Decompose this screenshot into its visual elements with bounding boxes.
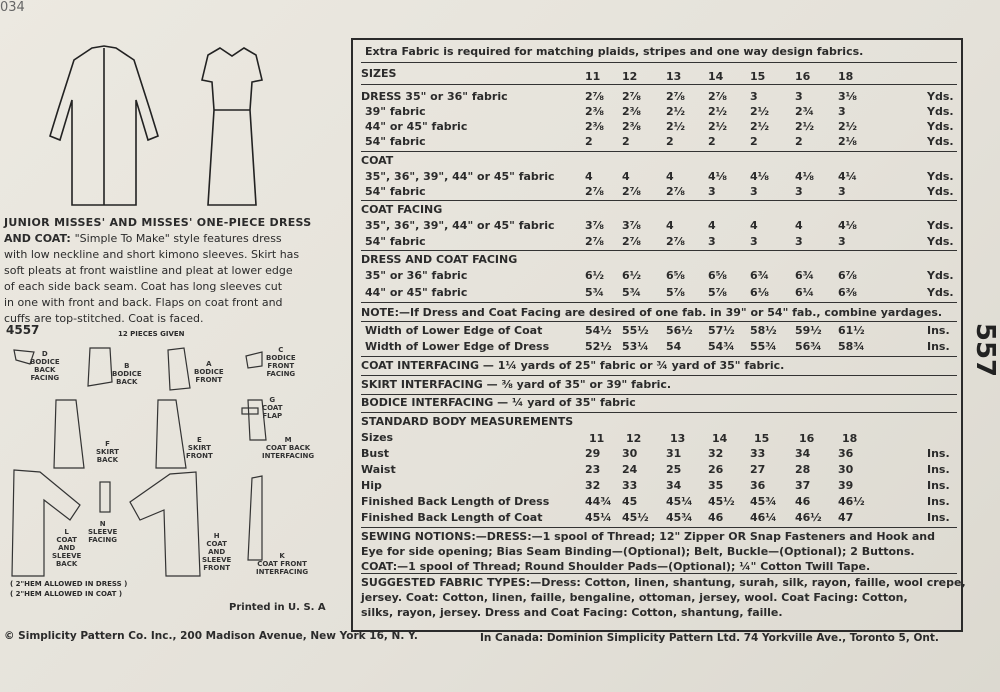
- section-rule: [361, 527, 957, 528]
- dress-yardage-row-value: 2½: [708, 105, 728, 118]
- section-rule: [361, 394, 957, 395]
- skirt-interfacing: SKIRT INTERFACING — ⅜ yard of 35" or 39" fabric.: [361, 378, 672, 391]
- body-measurement-row-value: 45½: [708, 495, 735, 508]
- width-lower-edge-coat-value: 56½: [666, 324, 693, 337]
- body-size-header: 11: [589, 432, 605, 445]
- size-column-header: 12: [622, 70, 638, 83]
- size-column-header: 16: [795, 70, 811, 83]
- coat-facing-row-value: 4: [708, 219, 716, 232]
- description-line: in one with front and back. Flaps on coat front and: [4, 296, 283, 309]
- body-measurements-title: STANDARD BODY MEASUREMENTS: [361, 415, 574, 428]
- width-lower-edge-dress-value: 53¼: [622, 340, 649, 353]
- sizes-header: SIZES: [361, 67, 397, 80]
- body-measurement-row-label: Bust: [361, 447, 390, 460]
- coat-facing-row-label: 35", 36", 39", 44" or 45" fabric: [365, 219, 555, 232]
- piece-label-d: D BODICE BACK FACING: [30, 350, 60, 382]
- body-measurement-row-unit: Ins.: [927, 479, 950, 492]
- body-measurement-row-label: Finished Back Length of Coat: [361, 511, 543, 524]
- coat-yardage-row-value: 4⅛: [750, 170, 770, 183]
- section-rule: [361, 62, 957, 63]
- body-measurement-row-value: 36: [750, 479, 766, 492]
- coat-facing-row-label: 54" fabric: [365, 235, 426, 248]
- piece-label-h: H COAT AND SLEEVE FRONT: [202, 532, 232, 572]
- piece-label-f: F SKIRT BACK: [96, 440, 119, 464]
- coat-facing-row-unit: Yds.: [927, 235, 954, 248]
- body-measurement-row-unit: Ins.: [927, 511, 950, 524]
- section-rule: [361, 84, 957, 85]
- coat-yardage-row-value: 4: [666, 170, 674, 183]
- coat-facing-row-value: 3: [838, 235, 846, 248]
- body-measurement-row-value: 27: [750, 463, 766, 476]
- description-line: soft pleats at front waistline and pleat at lower edge: [4, 264, 293, 277]
- coat-facing-row-value: 3⅞: [585, 219, 605, 232]
- piece-label-l: L COAT AND SLEEVE BACK: [52, 528, 82, 568]
- coat-yardage-row-value: 2⅞: [622, 185, 642, 198]
- dress-yardage-row-unit: Yds.: [927, 105, 954, 118]
- body-measurement-row-value: 45: [622, 495, 638, 508]
- section-rule: [361, 200, 957, 201]
- dress-yardage-row-value: 3⅛: [838, 90, 858, 103]
- dress-yardage-row-value: 2⅞: [622, 90, 642, 103]
- body-measurement-row-value: 47: [838, 511, 854, 524]
- footer-canada: In Canada: Dominion Simplicity Pattern Ltd. 74 Yorkville Ave., Toronto 5, Ont.: [480, 632, 939, 644]
- dress-yardage-row-value: 2: [750, 135, 758, 148]
- dress-coat-facing-row-value: 6¾: [795, 269, 815, 282]
- coat-facing-row-value: 3: [795, 235, 803, 248]
- width-lower-edge-coat-value: 59½: [795, 324, 822, 337]
- description-line: with low neckline and short kimono sleeves. Skirt has: [4, 248, 300, 261]
- sewing-notions-line: SEWING NOTIONS:—DRESS:—1 spool of Thread; 12" Zipper OR Snap Fasteners and Hook and: [361, 530, 935, 543]
- footer-publisher: © Simplicity Pattern Co. Inc., 200 Madison Avenue, New York 16, N. Y.: [4, 630, 418, 642]
- body-measurement-row-unit: Ins.: [927, 447, 950, 460]
- dress-yardage-row-label: 44" or 45" fabric: [365, 120, 468, 133]
- description-heading: [4, 216, 330, 230]
- dress-yardage-row-value: 2: [795, 135, 803, 148]
- coat-facing-row-unit: Yds.: [927, 219, 954, 232]
- sewing-notions-line: Eye for side opening; Bias Seam Binding—(Optional); Belt, Buckle—(Optional); 2 Buttons.: [361, 545, 915, 558]
- body-size-header: 13: [670, 432, 686, 445]
- description-line: "Simple To Make" style features dress: [74, 232, 282, 245]
- section-rule: [361, 375, 957, 376]
- dress-coat-facing-row-value: 5⅞: [708, 286, 728, 299]
- coat-yardage-row-value: 3: [795, 185, 803, 198]
- piece-label-b: B BODICE BACK: [112, 362, 142, 386]
- body-measurement-row-value: 45¾: [750, 495, 777, 508]
- width-lower-edge-dress-unit: Ins.: [927, 340, 950, 353]
- section-rule: [361, 356, 957, 357]
- coat-facing-row-value: 4: [750, 219, 758, 232]
- dress-yardage-row-value: 3: [750, 90, 758, 103]
- dress-coat-facing-row-value: 6⅝: [666, 269, 686, 282]
- coat-facing-row-value: 3: [750, 235, 758, 248]
- body-measurement-row-value: 46½: [795, 511, 822, 524]
- heading-line-2: AND COAT:: [4, 232, 71, 245]
- body-measurement-row-value: 46¼: [750, 511, 777, 524]
- suggested-fabrics-line: SUGGESTED FABRIC TYPES:—Dress: Cotton, linen, shantung, surah, silk, rayon, faille, wool crepe,: [361, 576, 966, 589]
- dress-coat-facing-row-value: 5¾: [585, 286, 605, 299]
- body-measurement-row-value: 30: [622, 447, 638, 460]
- body-measurement-row-value: 44¾: [585, 495, 612, 508]
- body-measurement-row-value: 26: [708, 463, 724, 476]
- dress-coat-facing-row-value: 5¾: [622, 286, 642, 299]
- dress-yardage-row-label: 54" fabric: [365, 135, 426, 148]
- coat-yardage-row-value: 4⅛: [795, 170, 815, 183]
- body-measurement-row-value: 28: [795, 463, 811, 476]
- body-measurement-row-value: 46: [708, 511, 724, 524]
- description-line: of each side back seam. Coat has long sleeves cut: [4, 280, 283, 293]
- body-size-header: 16: [799, 432, 815, 445]
- dress-yardage-row-unit: Yds.: [927, 90, 954, 103]
- dress-coat-facing-row-value: 6½: [622, 269, 642, 282]
- width-lower-edge-coat-value: 58½: [750, 324, 777, 337]
- body-measurement-row-value: 45¼: [585, 511, 612, 524]
- section-rule: [361, 302, 957, 303]
- body-measurement-row-unit: Ins.: [927, 463, 950, 476]
- side-number: 557: [970, 322, 1000, 378]
- coat-yardage-row-label: 35", 36", 39", 44" or 45" fabric: [365, 170, 555, 183]
- dress-coat-facing-row-value: 5⅞: [666, 286, 686, 299]
- corner-mark: 034: [0, 0, 25, 15]
- piece-label-m: M COAT BACK INTERFACING: [262, 436, 315, 460]
- sewing-notions-line: COAT:—1 spool of Thread; Round Shoulder Pads—(Optional); ¼" Cotton Twill Tape.: [361, 560, 871, 573]
- dress-yardage-row-value: 2: [585, 135, 593, 148]
- body-measurement-row-value: 29: [585, 447, 601, 460]
- width-lower-edge-dress-value: 52½: [585, 340, 612, 353]
- dress-yardage-row-value: 2: [708, 135, 716, 148]
- dress-yardage-row-unit: Yds.: [927, 120, 954, 133]
- coat-yardage-row-value: 4⅛: [708, 170, 728, 183]
- coat-yardage-row-value: 4: [585, 170, 593, 183]
- body-measurement-row-value: 34: [666, 479, 682, 492]
- body-measurement-row-value: 39: [838, 479, 854, 492]
- section-rule: [361, 412, 957, 413]
- dress-yardage-row-value: 2½: [666, 105, 686, 118]
- coat-title: COAT: [361, 154, 394, 167]
- width-lower-edge-dress-value: 54¾: [708, 340, 735, 353]
- bodice-interfacing: BODICE INTERFACING — ¼ yard of 35" fabric: [361, 396, 636, 409]
- body-measurement-row-value: 35: [708, 479, 724, 492]
- dress-yardage-row-value: 2⅜: [622, 105, 642, 118]
- coat-facing-row-value: 3⅞: [622, 219, 642, 232]
- section-rule: [361, 250, 957, 251]
- dress-yardage-row-value: 2½: [838, 120, 858, 133]
- size-column-header: 18: [838, 70, 854, 83]
- width-lower-edge-coat-value: 55½: [622, 324, 649, 337]
- dress-yardage-row-value: 2⅜: [585, 120, 605, 133]
- piece-label-c: C BODICE FRONT FACING: [266, 346, 296, 378]
- coat-yardage-row-value: 4: [622, 170, 630, 183]
- body-size-header: 15: [754, 432, 770, 445]
- width-lower-edge-coat-unit: Ins.: [927, 324, 950, 337]
- dress-coat-facing-title: DRESS AND COAT FACING: [361, 253, 518, 266]
- dress-yardage-row-label: 39" fabric: [365, 105, 426, 118]
- coat-yardage-row-unit: Yds.: [927, 170, 954, 183]
- dress-yardage-row-value: 2½: [750, 120, 770, 133]
- coat-yardage-row-value: 4¼: [838, 170, 858, 183]
- body-measurement-row-value: 33: [750, 447, 766, 460]
- coat-facing-row-value: 3: [708, 235, 716, 248]
- width-lower-edge-dress-value: 56¾: [795, 340, 822, 353]
- hem-note-dress: ( 2"HEM ALLOWED IN DRESS ): [10, 580, 128, 588]
- description-body: [4, 232, 330, 246]
- body-measurement-row-value: 45½: [622, 511, 649, 524]
- suggested-fabrics-line: jersey. Coat: Cotton, linen, faille, bengaline, ottoman, jersey, wool. Coat Facing: Cotton,: [361, 591, 908, 604]
- body-measurement-row-value: 23: [585, 463, 601, 476]
- dress-sketch: [202, 48, 262, 205]
- coat-yardage-row-unit: Yds.: [927, 185, 954, 198]
- section-rule: [361, 573, 957, 574]
- suggested-fabrics-line: silks, rayon, jersey. Dress and Coat Facing: Cotton, shantung, faille.: [361, 606, 783, 619]
- dress-yardage-row-value: 2½: [750, 105, 770, 118]
- dress-coat-facing-row-value: 6⅛: [750, 286, 770, 299]
- piece-label-e: E SKIRT FRONT: [186, 436, 213, 460]
- dress-coat-facing-row-value: 6¼: [795, 286, 815, 299]
- dress-yardage-row-value: 2½: [666, 120, 686, 133]
- piece-label-a: A BODICE FRONT: [194, 360, 224, 384]
- dress-yardage-row-value: 2⅞: [666, 90, 686, 103]
- dress-yardage-row-value: 2⅞: [708, 90, 728, 103]
- dress-yardage-row-value: 2½: [795, 120, 815, 133]
- body-measurement-row-value: 34: [795, 447, 811, 460]
- body-sizes-label: Sizes: [361, 431, 394, 444]
- coat-facing-title: COAT FACING: [361, 203, 443, 216]
- dress-yardage-row-value: 2⅜: [585, 105, 605, 118]
- dress-coat-facing-row-value: 6¾: [750, 269, 770, 282]
- piece-label-n: N SLEEVE FACING: [88, 520, 118, 544]
- combine-yardage-note: NOTE:—If Dress and Coat Facing are desired of one fab. in 39" or 54" fab., combine yardages.: [361, 306, 943, 319]
- coat-facing-row-value: 4: [795, 219, 803, 232]
- body-measurement-row-value: 31: [666, 447, 682, 460]
- description-line: cuffs are top-stitched. Coat is faced.: [4, 312, 204, 325]
- dress-yardage-row-value: 2⅜: [622, 120, 642, 133]
- body-measurement-row-value: 45¾: [666, 511, 693, 524]
- dress-yardage-row-unit: Yds.: [927, 135, 954, 148]
- body-measurement-row-value: 32: [708, 447, 724, 460]
- width-lower-edge-coat-value: 61½: [838, 324, 865, 337]
- body-measurement-row-label: Hip: [361, 479, 382, 492]
- printed-in: Printed in U. S. A: [229, 602, 326, 613]
- yardage-chart: [351, 38, 966, 632]
- dress-coat-facing-row-label: 44" or 45" fabric: [365, 286, 468, 299]
- body-measurement-row-value: 30: [838, 463, 854, 476]
- body-size-header: 14: [712, 432, 728, 445]
- dress-coat-facing-row-value: 6⅞: [838, 269, 858, 282]
- dress-coat-facing-row-label: 35" or 36" fabric: [365, 269, 468, 282]
- body-measurement-row-unit: Ins.: [927, 495, 950, 508]
- coat-yardage-row-value: 3: [750, 185, 758, 198]
- width-lower-edge-dress-value: 58¾: [838, 340, 865, 353]
- body-measurement-row-value: 46: [795, 495, 811, 508]
- coat-yardage-row-label: 54" fabric: [365, 185, 426, 198]
- size-column-header: 15: [750, 70, 766, 83]
- coat-yardage-row-value: 3: [708, 185, 716, 198]
- coat-facing-row-value: 2⅞: [585, 235, 605, 248]
- dress-yardage-row-value: 2: [622, 135, 630, 148]
- size-column-header: 13: [666, 70, 682, 83]
- coat-interfacing: COAT INTERFACING — 1¼ yards of 25" fabric or ¾ yard of 35" fabric.: [361, 359, 785, 372]
- width-lower-edge-coat-value: 54½: [585, 324, 612, 337]
- dress-coat-facing-row-unit: Yds.: [927, 269, 954, 282]
- dress-yardage-row-value: 2¾: [795, 105, 815, 118]
- size-column-header: 14: [708, 70, 724, 83]
- section-rule: [361, 321, 957, 322]
- dress-yardage-row-value: 2: [666, 135, 674, 148]
- width-lower-edge-dress-value: 55¾: [750, 340, 777, 353]
- coat-facing-row-value: 4: [666, 219, 674, 232]
- body-size-header: 18: [842, 432, 858, 445]
- body-measurement-row-label: Waist: [361, 463, 396, 476]
- extra-fabric-note: Extra Fabric is required for matching plaids, stripes and one way design fabrics.: [365, 45, 864, 58]
- width-lower-edge-coat-label: Width of Lower Edge of Coat: [365, 324, 543, 337]
- body-measurement-row-value: 46½: [838, 495, 865, 508]
- body-measurement-row-value: 45¼: [666, 495, 693, 508]
- dress-coat-facing-row-value: 6⅜: [838, 286, 858, 299]
- pattern-number: 4557: [6, 323, 40, 337]
- dress-yardage-row-value: 2⅞: [585, 90, 605, 103]
- coat-facing-row-value: 2⅞: [622, 235, 642, 248]
- body-measurement-row-value: 32: [585, 479, 601, 492]
- section-rule: [361, 151, 957, 152]
- body-measurement-row-label: Finished Back Length of Dress: [361, 495, 550, 508]
- coat-facing-row-value: 4⅛: [838, 219, 858, 232]
- hem-note-coat: ( 2"HEM ALLOWED IN COAT ): [10, 590, 123, 598]
- body-measurement-row-value: 36: [838, 447, 854, 460]
- dress-coat-facing-row-value: 6⅝: [708, 269, 728, 282]
- piece-label-g: G COAT FLAP: [262, 396, 283, 420]
- dress-yardage-row-value: 2½: [708, 120, 728, 133]
- width-lower-edge-dress-label: Width of Lower Edge of Dress: [365, 340, 550, 353]
- dress-yardage-row-value: 3: [838, 105, 846, 118]
- dress-yardage-row-value: 2⅛: [838, 135, 858, 148]
- pieces-given: 12 PIECES GIVEN: [118, 330, 185, 338]
- coat-yardage-row-value: 2⅞: [666, 185, 686, 198]
- width-lower-edge-coat-value: 57½: [708, 324, 735, 337]
- size-column-header: 11: [585, 70, 601, 83]
- piece-label-k: K COAT FRONT INTERFACING: [256, 552, 309, 576]
- width-lower-edge-dress-value: 54: [666, 340, 682, 353]
- dress-yardage-row-label: DRESS 35" or 36" fabric: [361, 90, 508, 103]
- dress-yardage-row-value: 3: [795, 90, 803, 103]
- coat-yardage-row-value: 2⅞: [585, 185, 605, 198]
- coat-yardage-row-value: 3: [838, 185, 846, 198]
- coat-facing-row-value: 2⅞: [666, 235, 686, 248]
- heading-line-1: JUNIOR MISSES' AND MISSES' ONE-PIECE DRESS: [4, 216, 312, 229]
- dress-coat-facing-row-value: 6½: [585, 269, 605, 282]
- dress-coat-facing-row-unit: Yds.: [927, 286, 954, 299]
- body-measurement-row-value: 33: [622, 479, 638, 492]
- body-measurement-row-value: 37: [795, 479, 811, 492]
- body-size-header: 12: [626, 432, 642, 445]
- body-measurement-row-value: 25: [666, 463, 682, 476]
- body-measurement-row-value: 24: [622, 463, 638, 476]
